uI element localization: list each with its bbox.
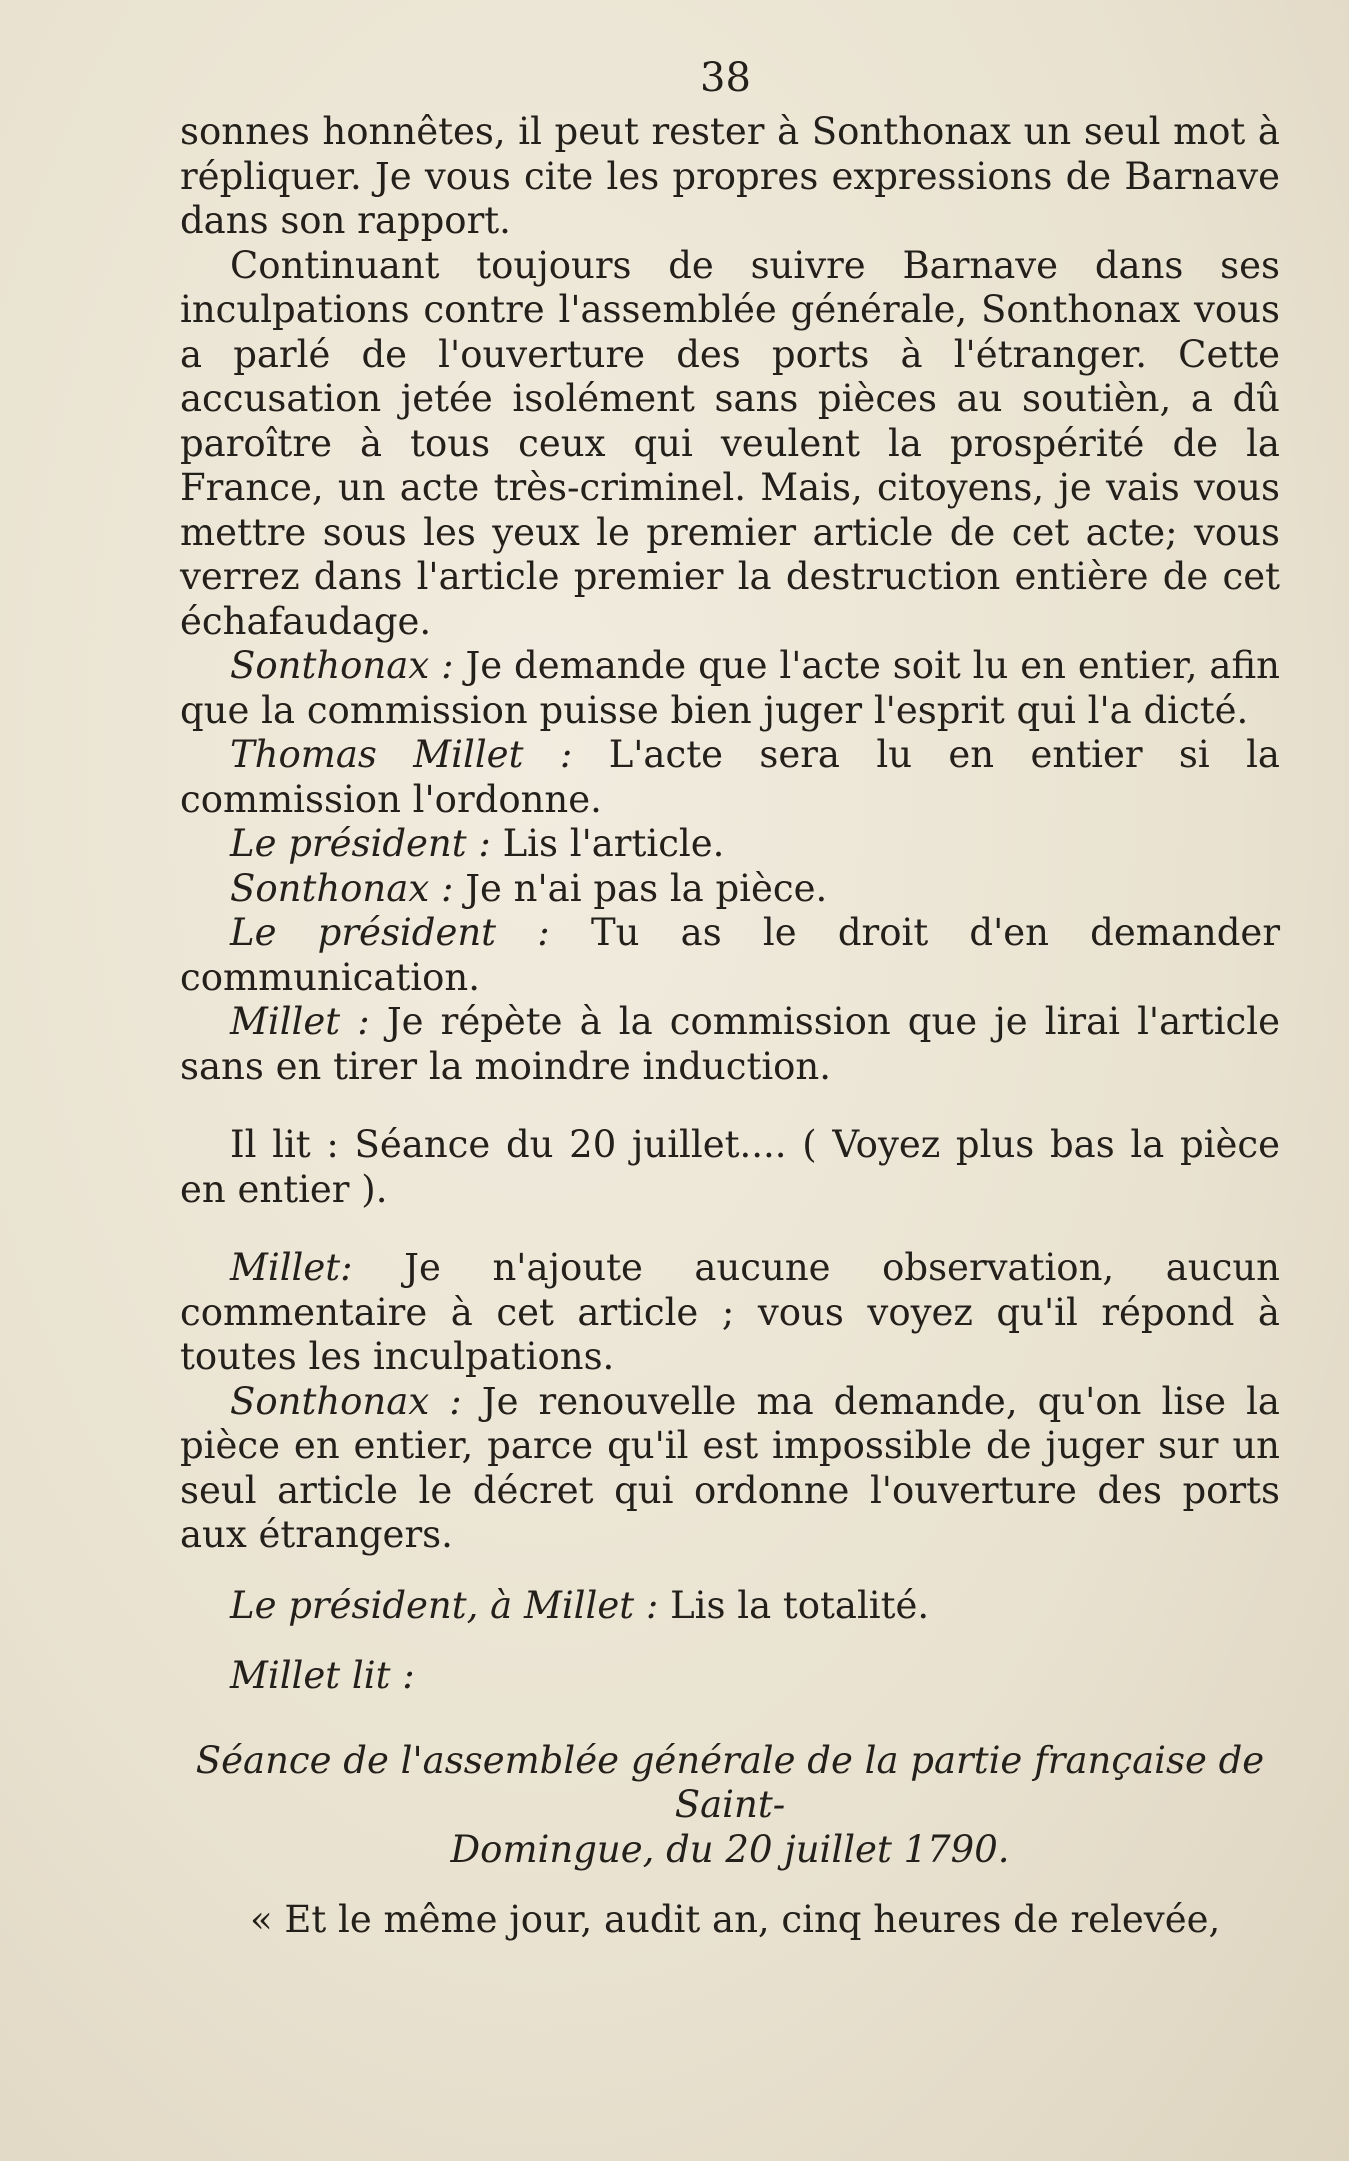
speaker-name: Sonthonax : <box>230 866 454 910</box>
dialogue-line <box>180 733 1280 822</box>
dialogue-line <box>180 1380 1280 1558</box>
dialogue-text: Tu as le droit d'en demander communication. <box>180 911 1281 999</box>
dialogue-text: Lis la totalité. <box>670 1583 930 1627</box>
page-number: 38 <box>700 55 751 101</box>
dialogue-line <box>180 867 1280 912</box>
speaker-name: Le président : <box>230 911 550 954</box>
dialogue-text: Je répète à la commission que je lirai l'article sans en tirer la moindre induction. <box>180 1000 1280 1088</box>
speaker-name: Thomas Millet : <box>230 733 573 776</box>
speaker-name: Millet lit : <box>230 1654 415 1697</box>
paragraph-continuation: sonnes honnêtes, il peut rester à Sonthonax un seul mot à répliquer. Je vous cite les propres expressions de Barnave dans son rapport. <box>180 110 1280 242</box>
speaker-name: Sonthonax : <box>230 644 454 687</box>
dialogue-line <box>180 911 1280 1000</box>
dialogue-text: Je renouvelle ma demande, qu'on lise la pièce en entier, parce qu'il est impossible de juger sur un seul article le décret qui ordonne l'ouverture des ports aux étrangers. <box>180 1379 1280 1556</box>
heading-line-2: Domingue, du 20 juillet 1790. <box>450 1827 1010 1871</box>
heading-line-1: Séance de l'assemblée générale de la partie française de Saint- <box>195 1738 1265 1826</box>
paragraph: Continuant toujours de suivre Barnave dans ses inculpations contre l'assemblée générale, Sonthonax vous a parlé de l'ouverture des ports à l'étranger. Cette accusation jetée isolément sans pièces au soutièn, a dû paroître à tous ceux qui veulent la prospérité de la France, un acte très-criminel. Mais, citoyens, je vais vous mettre sous les yeux le premier article de cet acte; vous verrez dans l'article premier la destruction entière de cet échafaudage. <box>180 243 1280 643</box>
body-text <box>180 110 1280 1943</box>
speaker-name: Sonthonax : <box>230 1379 462 1423</box>
speaker-name: Le président, à Millet : <box>230 1583 659 1627</box>
dialogue-line <box>180 1000 1280 1089</box>
dialogue-line <box>180 644 1280 733</box>
quoted-text: « Et le même jour, audit an, cinq heures de relevée, <box>250 1898 1221 1941</box>
speaker-name: Millet : <box>230 1000 370 1043</box>
dialogue-line <box>180 1654 1280 1699</box>
dialogue-text: Je demande que l'acte soit lu en entier, afin que la commission puisse bien juger l'esprit qui l'a dicté. <box>180 644 1280 732</box>
dialogue-line <box>180 1246 1280 1380</box>
dialogue-line <box>180 1584 1280 1629</box>
dialogue-text: L'acte sera lu en entier si la commission l'ordonne. <box>180 733 1280 821</box>
speaker-name: Le président : <box>230 822 491 865</box>
section-heading <box>180 1739 1280 1873</box>
dialogue-text: Je n'ai pas la pièce. <box>465 866 828 910</box>
dialogue-line <box>180 822 1280 867</box>
dialogue-text: Je n'ajoute aucune observation, aucun commentaire à cet article ; vous voyez qu'il répond à toutes les inculpations. <box>180 1246 1280 1378</box>
speaker-name: Millet: <box>230 1246 353 1289</box>
dialogue-text: Lis l'article. <box>502 822 725 865</box>
reading-note: Il lit : Séance du 20 juillet.... ( Voyez plus bas la pièce en entier ). <box>180 1123 1280 1211</box>
